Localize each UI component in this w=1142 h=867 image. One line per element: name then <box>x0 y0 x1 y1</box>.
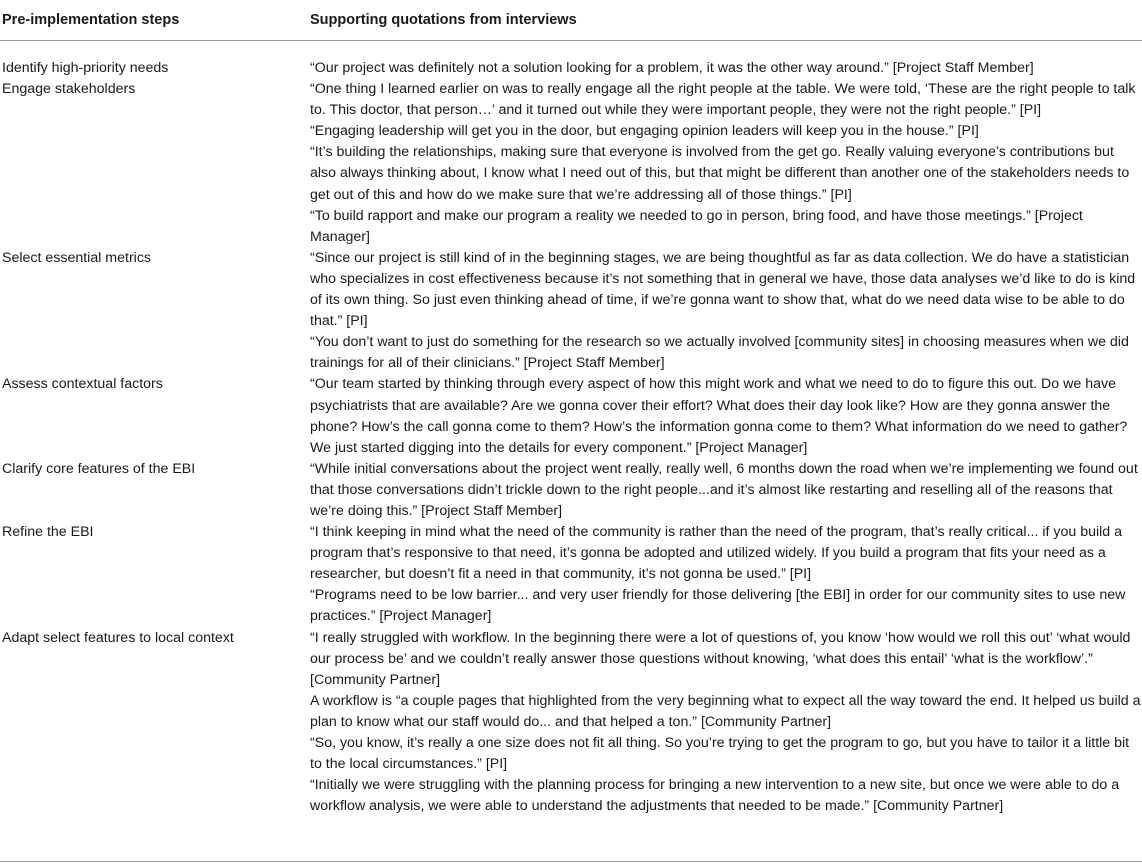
quote: “So, you know, it’s really a one size does not fit all thing. So you’re trying to get the program to go, but you have to tailor it a little bit to the local circumstances.” [PI] <box>310 735 1130 773</box>
table-row <box>0 459 1142 522</box>
quotes-cell <box>308 248 1142 375</box>
quote: “I think keeping in mind what the need of the community is rather than the need of the program, that’s really critical... if you build a program that’s responsive to that need, it’s gonna be adopted and utilized widely. If you build a program that fits your need as a researcher, but doesn’t fit a need in that community, it’s not gonna be used.” [PI] <box>310 524 1123 583</box>
step-cell: Assess contextual factors <box>2 376 163 393</box>
quotes-cell <box>308 628 1142 818</box>
quotes-cell <box>308 374 1142 458</box>
table-header <box>0 0 1142 41</box>
table-row <box>0 248 1142 375</box>
step-cell: Select essential metrics <box>2 249 152 266</box>
quote: “Programs need to be low barrier... and very user friendly for those delivering [the EBI] in order for our community sites to use new practices.” [Project Manager] <box>310 587 1126 625</box>
quote: “To build rapport and make our program a reality we needed to go in person, bring food, and have those meetings.” [Project Manager] <box>310 207 1083 245</box>
quote: “While initial conversations about the project went really, really well, 6 months down the road when we’re implementing we found out that those conversations didn’t trickle down to the right people...and it’s almost like restarting and reselling all of the reasons that we’re doing this.” [Project Staff Member] <box>310 460 1138 519</box>
quotes-cell <box>308 459 1142 522</box>
quotes-cell <box>308 522 1142 627</box>
step-cell: Adapt select features to local context <box>2 629 234 646</box>
quote: A workflow is “a couple pages that highlighted from the very beginning what to expect all the way toward the end. It helped us build a plan to know what our staff would do... and that helped a ton.” [Community Partner] <box>310 692 1141 730</box>
step-cell: Engage stakeholders <box>2 81 136 98</box>
quote: “You don’t want to just do something for the research so we actually involved [community sites] in choosing measures when we did trainings for all of their clinicians.” [Project Staff Member] <box>310 334 1129 372</box>
table-bottom-rule <box>0 861 1142 862</box>
header-quotations: Supporting quotations from interviews <box>310 12 577 28</box>
quotes-cell <box>308 58 1142 79</box>
table-row <box>0 58 1142 79</box>
table-row <box>0 522 1142 627</box>
table-row <box>0 374 1142 458</box>
step-cell: Clarify core features of the EBI <box>2 460 196 477</box>
quote: “Our team started by thinking through every aspect of how this might work and what we need to do to figure this out. Do we have psychiatrists that are available? Are we gonna cover their effort? What does their day look like? How are they gonna answer the phone? How’s the call gonna come to them? How’s the information gonna come to them? What information do we need to gather? We just started digging into the details for every component.” [Project Manager] <box>310 376 1128 456</box>
table-row <box>0 628 1142 818</box>
quote: “One thing I learned earlier on was to really engage all the right people at the table. We were told, ‘These are the right people to talk to. This doctor, that person…’ and it turned out while they were important people, they were not the right people.” [PI] <box>310 81 1136 119</box>
header-steps: Pre-implementation steps <box>2 12 180 28</box>
step-cell: Identify high-priority needs <box>2 60 169 76</box>
table-body <box>0 41 1142 817</box>
quotes-cell <box>308 79 1142 248</box>
quote: “Initially we were struggling with the planning process for bringing a new intervention to a new site, but once we were able to do a workflow analysis, we were able to understand the adjustments that needed to be made.” [Community Partner] <box>310 777 1120 815</box>
table-row <box>0 79 1142 248</box>
step-cell: Refine the EBI <box>2 524 94 541</box>
quote: “Our project was definitely not a solution looking for a problem, it was the other way around.” [Project Staff Member] <box>310 60 1034 76</box>
quote: “Since our project is still kind of in the beginning stages, we are being thoughtful as far as data collection. We do have a statistician who specializes in cost effectiveness because it’s not something that in general we have, those data analyses we’d like to do is kind of its own thing. So just even thinking ahead of time, if we’re gonna want to show that, what do we need data wise to be able to do that.” [PI] <box>310 249 1136 330</box>
quote: “Engaging leadership will get you in the door, but engaging opinion leaders will keep you in the house.” [PI] <box>310 123 979 140</box>
quote: “It’s building the relationships, making sure that everyone is involved from the get go. Really valuing everyone’s contributions but also always thinking about, I know what I need out of this, but that might be different than another one of the stakeholders needs to get out of this and how do we make sure that we’re addressing all of those things.” [PI] <box>310 144 1130 203</box>
quote: “I really struggled with workflow. In the beginning there were a lot of questions of, you know ‘how would we roll this out’ ‘what would our process be’ and we couldn’t really answer those questions without knowing, ‘what does this entail’ ‘what is the workflow’.” [Community Partner] <box>310 629 1131 688</box>
